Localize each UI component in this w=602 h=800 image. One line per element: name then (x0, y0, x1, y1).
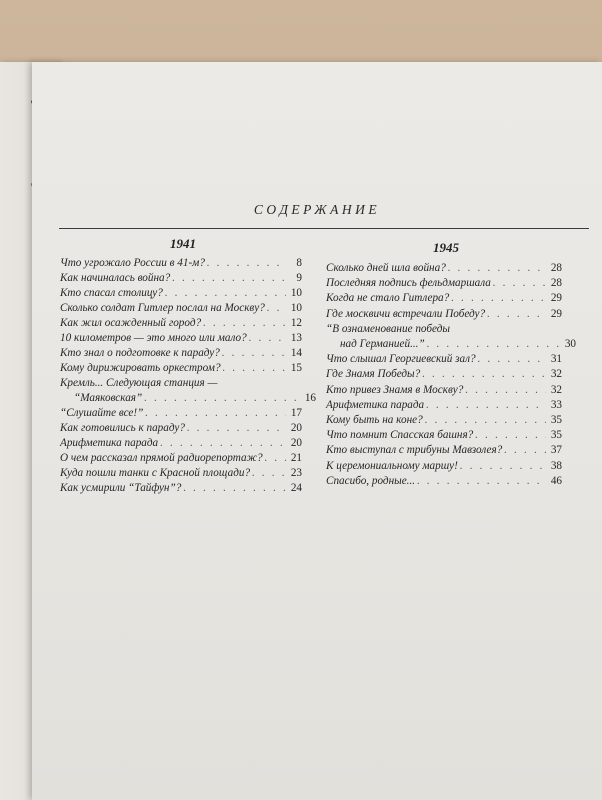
toc-entry-page-number: 9 (296, 272, 302, 284)
dot-leader (252, 466, 286, 480)
toc-entry-title: Арифметика парада (60, 437, 159, 449)
toc-entry-title: Что слышал Георгиевский зал? (326, 353, 476, 366)
toc-entry (326, 459, 562, 473)
toc-entry-title: Кто привез Знамя в Москву? (326, 383, 464, 396)
toc-heading: СОДЕРЖАНИЕ (253, 202, 381, 217)
toc-entry (60, 481, 302, 495)
toc-entry-title: Как начиналась война? (60, 272, 171, 284)
dot-leader (426, 398, 546, 412)
dot-leader (172, 271, 286, 285)
toc-entry-title: К церемониальному маршу! (326, 459, 458, 472)
dot-leader (451, 291, 546, 305)
dot-leader (460, 459, 546, 473)
toc-entry (60, 406, 302, 420)
toc-entry-page-number: 38 (550, 459, 562, 472)
toc-entry-title: Что помнит Спасская башня? (326, 429, 474, 442)
dot-leader (160, 436, 286, 450)
toc-entry (326, 352, 562, 366)
dot-leader (265, 451, 286, 465)
toc-entry (326, 276, 562, 290)
toc-entry-page-number: 35 (550, 429, 562, 442)
toc-entry-page-number: 24 (290, 482, 302, 494)
toc-entry (326, 337, 576, 351)
toc-right-column (326, 261, 576, 491)
toc-entry-title: над Германией...” (340, 338, 425, 350)
toc-entry (326, 291, 562, 305)
toc-entry-title: Сколько дней шла война? (326, 262, 446, 274)
toc-entry (326, 322, 562, 336)
dot-leader (478, 352, 546, 366)
toc-entry-page-number: 14 (290, 347, 302, 359)
toc-entry-page-number: 17 (290, 407, 302, 419)
dot-leader (425, 413, 546, 427)
toc-entry-page-number: 30 (564, 338, 576, 350)
toc-entry-title: Кому быть на коне? (326, 414, 423, 426)
toc-entry (60, 316, 302, 330)
toc-entry-page-number: 15 (290, 362, 302, 374)
toc-entry (60, 376, 302, 390)
dot-leader (144, 391, 300, 405)
toc-entry-page-number: 16 (304, 392, 316, 404)
toc-entry (326, 307, 562, 321)
toc-entry (326, 383, 562, 397)
toc-entry-page-number: 28 (550, 262, 562, 274)
toc-entry (326, 398, 562, 412)
toc-entry-page-number: 32 (550, 368, 562, 381)
toc-entry-page-number: 31 (550, 353, 562, 366)
toc-entry (60, 286, 302, 300)
toc-entry-title: Кто выступал с трибуны Мавзолея? (326, 444, 503, 457)
toc-entry (60, 391, 316, 405)
toc-entry-title: Арифметика парада (326, 398, 425, 411)
left-year-label: 1941 (170, 236, 196, 251)
toc-entry-page-number: 29 (550, 292, 562, 305)
toc-entry-page-number: 13 (290, 332, 302, 344)
toc-entry-title: Когда не стало Гитлера? (326, 292, 450, 305)
dot-leader (145, 406, 286, 420)
dot-leader (504, 443, 546, 457)
toc-entry-title: Как жил осажденный город? (60, 317, 202, 329)
dot-leader (203, 316, 286, 330)
toc-entry-title: Как усмирили “Тайфун”? (60, 482, 182, 494)
toc-entry-page-number: 10 (290, 302, 302, 314)
toc-entry (60, 331, 302, 345)
toc-entry-title: “В ознаменование победы (326, 322, 450, 335)
toc-entry-page-number: 28 (550, 277, 562, 290)
toc-entry-page-number: 8 (296, 257, 302, 269)
toc-entry (60, 271, 302, 285)
toc-entry-page-number: 46 (550, 474, 562, 487)
toc-entry (60, 256, 302, 270)
toc-entry-title: Сколько солдат Гитлер послал на Москву? (60, 302, 265, 314)
right-year-label: 1945 (433, 240, 459, 255)
toc-entry-page-number: 21 (290, 452, 302, 464)
toc-entry-title: Где москвичи встречали Победу? (326, 307, 486, 320)
toc-entry-title: Кто спасал столицу? (60, 287, 163, 299)
toc-entry (60, 436, 302, 450)
toc-entry (60, 451, 302, 465)
toc-entry-page-number: 20 (290, 422, 302, 434)
toc-entry (326, 367, 562, 381)
toc-entry-title: Кто знал о подготовке к параду? (60, 347, 220, 359)
toc-entry-title: Кому дирижировать оркестром? (60, 362, 221, 374)
dot-leader (465, 383, 546, 397)
dot-leader (487, 307, 546, 321)
toc-entry (326, 413, 562, 427)
toc-entry-title: Последняя подпись фельдмаршала (326, 277, 491, 290)
toc-entry-title: “Маяковская” (74, 392, 143, 404)
dot-leader (417, 474, 546, 488)
toc-entry-page-number: 29 (550, 307, 562, 320)
toc-entry-page-number: 10 (290, 287, 302, 299)
dot-leader (493, 276, 546, 290)
toc-entry-page-number: 32 (550, 383, 562, 396)
toc-entry-title: Что угрожало России в 41-м? (60, 257, 205, 269)
toc-entry (60, 301, 302, 315)
dot-leader (249, 331, 286, 345)
toc-entry (326, 428, 562, 442)
toc-entry (60, 421, 302, 435)
dot-leader (267, 301, 286, 315)
toc-entry-title: О чем рассказал прямой радиорепортаж? (60, 452, 263, 464)
toc-entry (60, 466, 302, 480)
toc-entry-page-number: 23 (290, 467, 302, 479)
toc-entry (326, 443, 562, 457)
toc-entry (60, 361, 302, 375)
dot-leader (448, 261, 546, 275)
dot-leader (165, 286, 286, 300)
dot-leader (187, 421, 286, 435)
toc-entry-title: Куда пошли танки с Красной площади? (60, 467, 251, 479)
dot-leader (223, 361, 286, 375)
dot-leader (422, 367, 546, 381)
dot-leader (183, 481, 286, 495)
toc-entry-title: Кремль... Следующая станция — (60, 377, 218, 389)
toc-entry-page-number: 37 (550, 444, 562, 457)
toc-entry-page-number: 35 (550, 414, 562, 426)
dot-leader (475, 428, 546, 442)
toc-entry (326, 261, 562, 275)
dot-leader (222, 346, 286, 360)
book-page (32, 62, 602, 800)
toc-entry-page-number: 20 (290, 437, 302, 449)
toc-entry-title: Как готовились к параду? (60, 422, 185, 434)
toc-entry-page-number: 33 (550, 398, 562, 411)
toc-left-column (60, 256, 316, 496)
toc-entry-title: Спасибо, родные... (326, 474, 416, 487)
toc-entry-page-number: 12 (290, 317, 302, 329)
toc-entry-title: Где Знамя Победы? (326, 368, 421, 381)
toc-entry-title: “Слушайте все!” (60, 407, 144, 419)
dot-leader (427, 337, 560, 351)
heading-rule (59, 228, 589, 229)
toc-entry (326, 474, 562, 488)
toc-entry-title: 10 километров — это много или мало? (60, 332, 247, 344)
toc-entry (60, 346, 302, 360)
dot-leader (207, 256, 286, 270)
